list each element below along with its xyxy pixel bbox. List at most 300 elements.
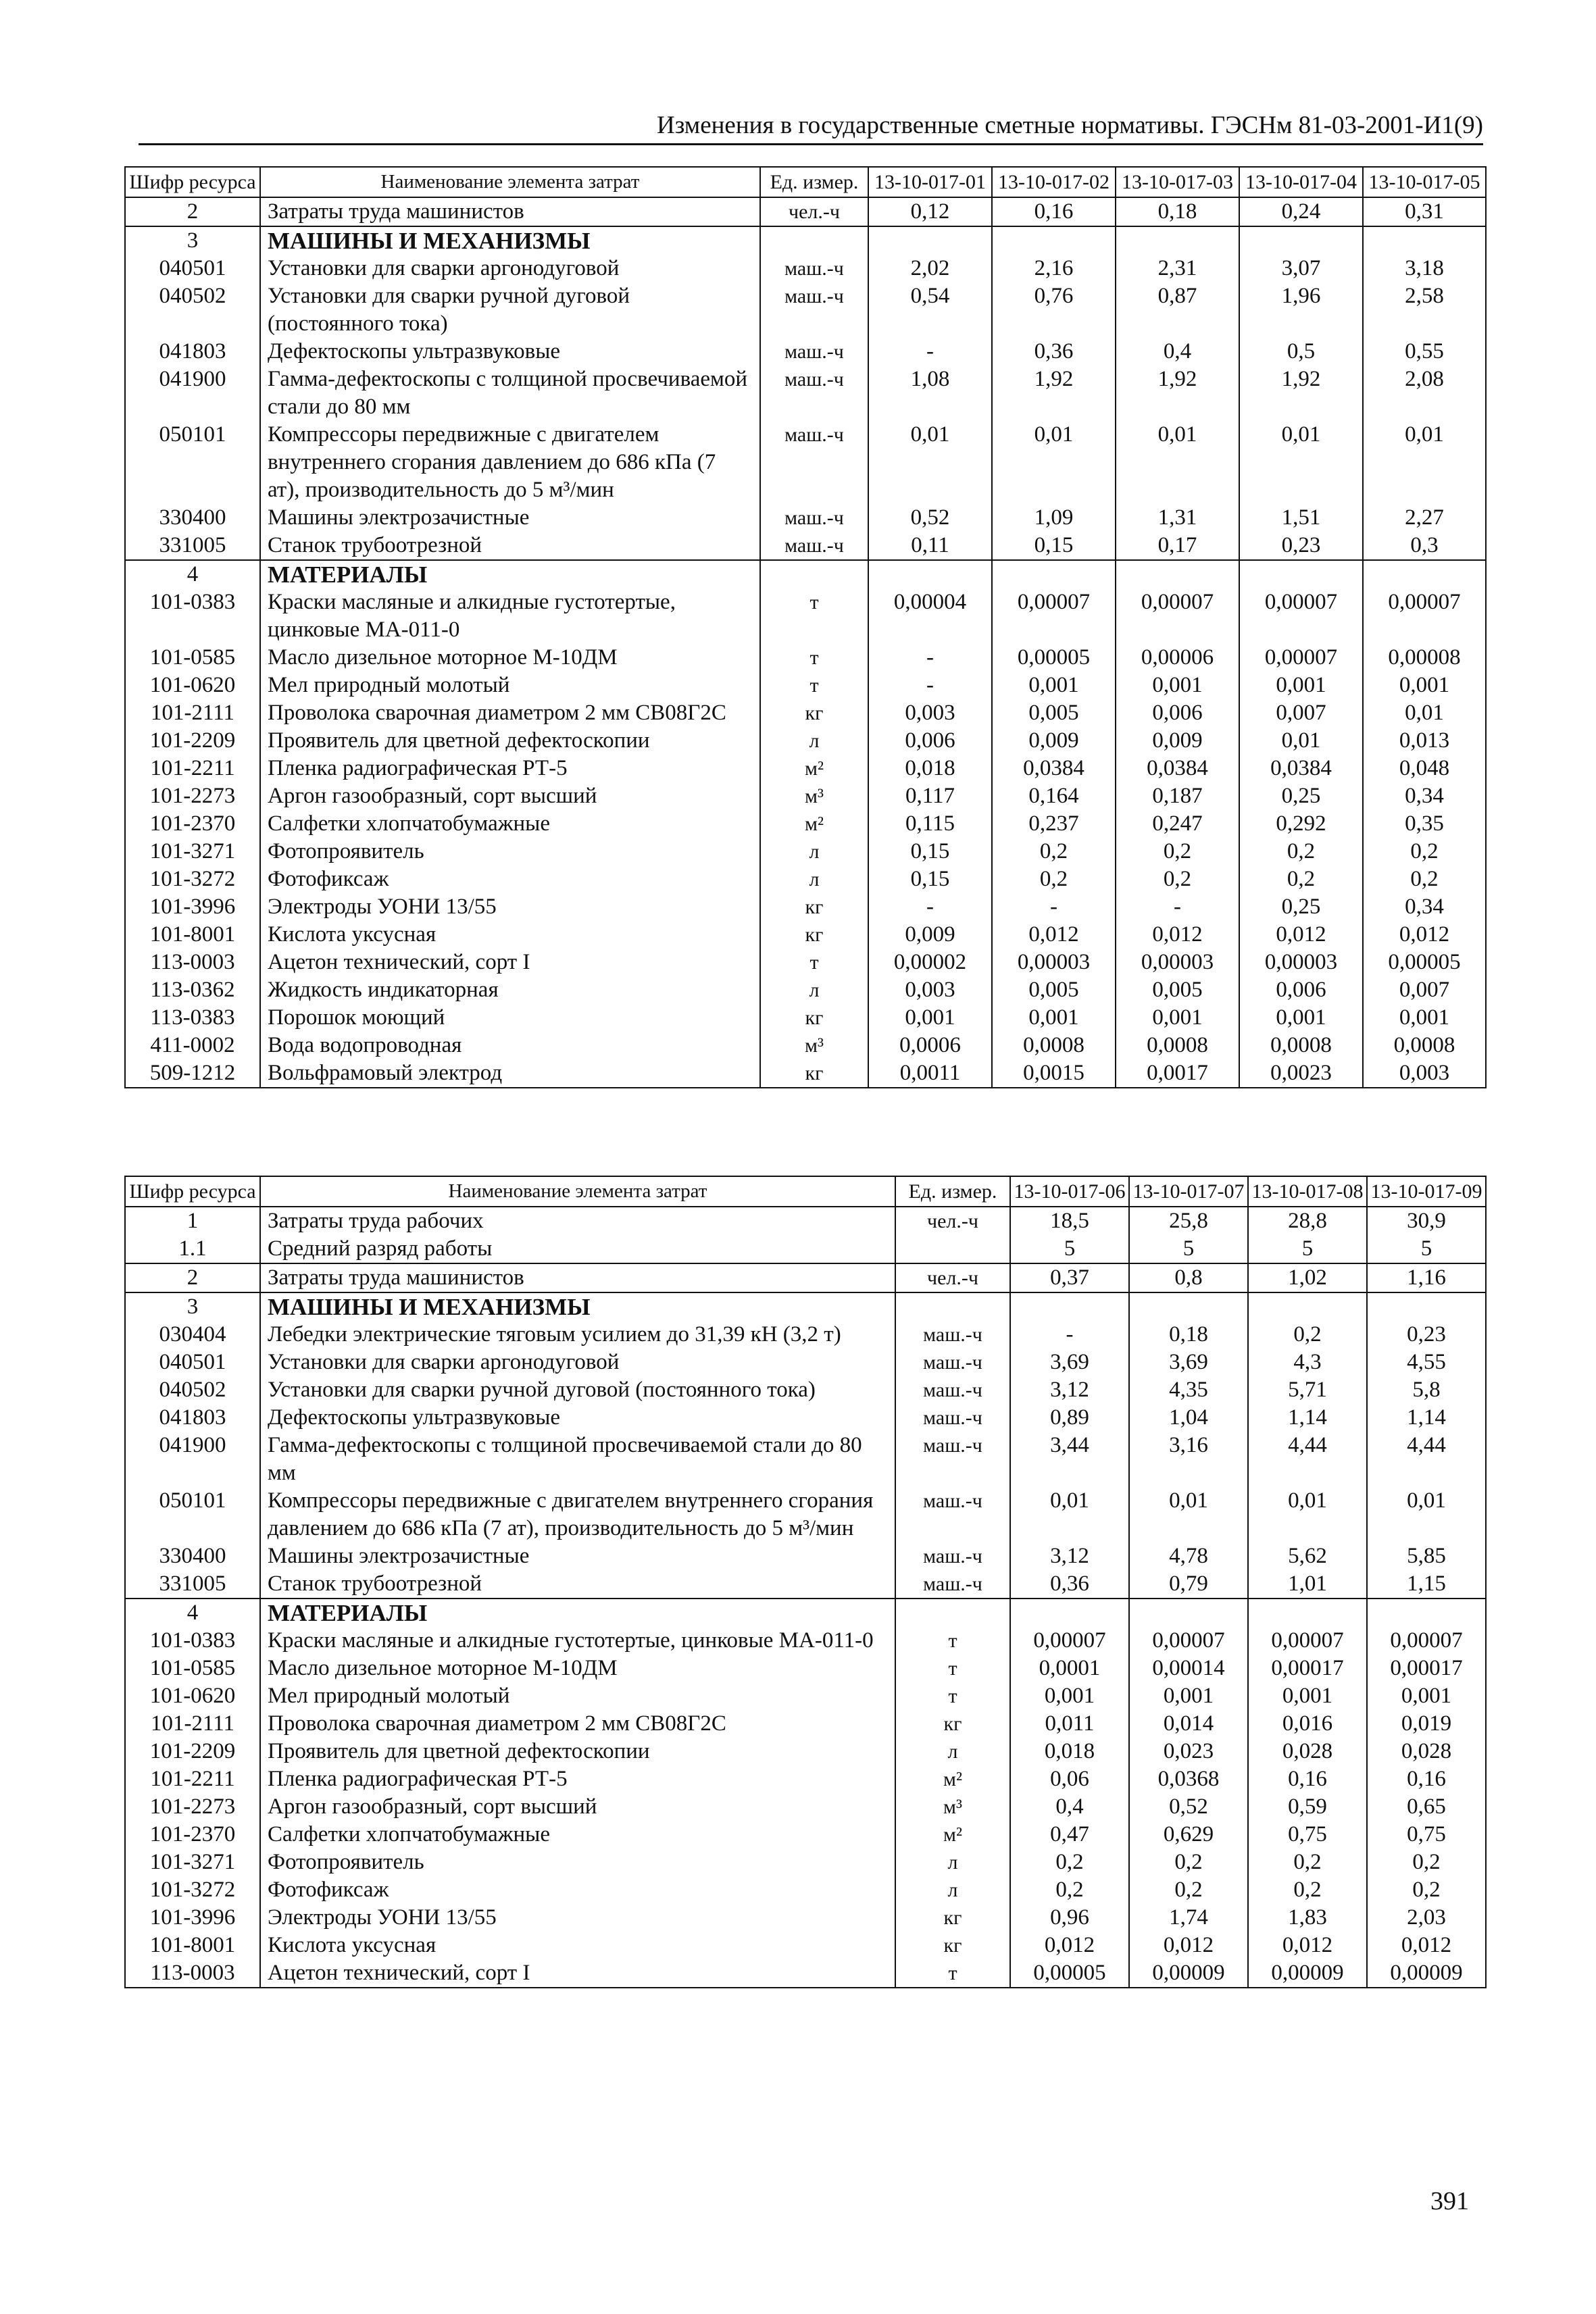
resource-value: 0,65 bbox=[1367, 1793, 1486, 1821]
resource-name: Порошок моющий bbox=[260, 1004, 760, 1032]
resource-code: 331005 bbox=[125, 1570, 260, 1599]
resource-value: - bbox=[868, 644, 992, 672]
table-row bbox=[125, 1032, 1486, 1059]
resource-code: 113-0003 bbox=[125, 1959, 260, 1988]
resource-value: 0,00008 bbox=[1363, 644, 1486, 672]
resource-name: Краски масляные и алкидные густотертые, цинковые МА-011-0 bbox=[260, 1627, 895, 1655]
resource-value: 3,18 bbox=[1363, 255, 1486, 282]
resource-value: 0,2 bbox=[1248, 1848, 1367, 1876]
resource-value: 0,15 bbox=[868, 838, 992, 865]
table-row bbox=[125, 1542, 1486, 1570]
resource-value bbox=[1010, 1599, 1129, 1627]
resource-value: 1,92 bbox=[992, 366, 1116, 421]
resource-value: 0,009 bbox=[1116, 727, 1239, 755]
resource-unit: кг bbox=[895, 1710, 1010, 1738]
table-row bbox=[125, 1263, 1486, 1292]
table-row bbox=[125, 1904, 1486, 1932]
resource-name: Аргон газообразный, сорт высший bbox=[260, 1793, 895, 1821]
resource-value: 0,012 bbox=[992, 921, 1116, 949]
table-row bbox=[125, 865, 1486, 893]
resource-name: Компрессоры передвижные с двигателем внутреннего сгорания давлением до 686 кПа (7 ат), производительность до 5 м³/мин bbox=[260, 1487, 895, 1542]
resource-value: 0,15 bbox=[868, 865, 992, 893]
resource-value: 2,31 bbox=[1116, 255, 1239, 282]
resource-value: 0,11 bbox=[868, 532, 992, 560]
resource-unit: кг bbox=[760, 1059, 868, 1088]
resource-value: 0,2 bbox=[1129, 1848, 1248, 1876]
resource-value: 3,69 bbox=[1129, 1349, 1248, 1376]
resource-code: 040502 bbox=[125, 282, 260, 338]
resource-value: 3,44 bbox=[1010, 1432, 1129, 1487]
resource-value: 4,3 bbox=[1248, 1349, 1367, 1376]
resource-name: Кислота уксусная bbox=[260, 1932, 895, 1959]
table-row bbox=[125, 810, 1486, 838]
resource-value: 0,0006 bbox=[868, 1032, 992, 1059]
resource-name: Проявитель для цветной дефектоскопии bbox=[260, 1738, 895, 1765]
table-row bbox=[125, 1793, 1486, 1821]
resource-value: 0,2 bbox=[992, 838, 1116, 865]
resource-value: 0,34 bbox=[1363, 782, 1486, 810]
resource-value: 0,019 bbox=[1367, 1710, 1486, 1738]
resource-value bbox=[1248, 1292, 1367, 1321]
resource-name: Пленка радиографическая РТ-5 bbox=[260, 755, 760, 782]
resource-value: 0,96 bbox=[1010, 1904, 1129, 1932]
resource-value: 0,001 bbox=[992, 1004, 1116, 1032]
resource-value: 0,0008 bbox=[992, 1032, 1116, 1059]
table-row bbox=[125, 560, 1486, 588]
resource-value: 1,15 bbox=[1367, 1570, 1486, 1599]
resource-value: 0,01 bbox=[1239, 421, 1363, 504]
resource-unit: маш.-ч bbox=[895, 1321, 1010, 1349]
resource-code: 101-0620 bbox=[125, 1682, 260, 1710]
resource-value bbox=[992, 226, 1116, 255]
resource-value bbox=[1248, 1599, 1367, 1627]
resource-value: 0,115 bbox=[868, 810, 992, 838]
resource-name: Ацетон технический, сорт I bbox=[260, 1959, 895, 1988]
resource-name: Затраты труда машинистов bbox=[260, 197, 760, 226]
resource-table-1 bbox=[124, 166, 1487, 1088]
table-row bbox=[125, 504, 1486, 532]
resource-name: Затраты труда рабочих bbox=[260, 1207, 895, 1235]
resource-value: 0,00017 bbox=[1248, 1655, 1367, 1682]
resource-value: 0,4 bbox=[1116, 338, 1239, 366]
resource-value: 0,0384 bbox=[992, 755, 1116, 782]
resource-name: МАТЕРИАЛЫ bbox=[260, 1599, 895, 1627]
resource-value: 0,0008 bbox=[1363, 1032, 1486, 1059]
table-row bbox=[125, 1821, 1486, 1848]
resource-code: 3 bbox=[125, 226, 260, 255]
resource-unit: маш.-ч bbox=[760, 504, 868, 532]
resource-value: 0,01 bbox=[1248, 1487, 1367, 1542]
resource-unit: маш.-ч bbox=[760, 282, 868, 338]
resource-name: Проволока сварочная диаметром 2 мм СВ08Г2С bbox=[260, 1710, 895, 1738]
resource-value: 0,2 bbox=[1116, 865, 1239, 893]
resource-value: - bbox=[868, 338, 992, 366]
resource-value: 0,005 bbox=[992, 976, 1116, 1004]
resource-value: 0,2 bbox=[1248, 1321, 1367, 1349]
resource-value: 0,00009 bbox=[1248, 1959, 1367, 1988]
resource-value: 0,003 bbox=[868, 976, 992, 1004]
resource-value bbox=[1363, 560, 1486, 588]
table-row bbox=[125, 1848, 1486, 1876]
resource-value: 0,35 bbox=[1363, 810, 1486, 838]
resource-value: 2,03 bbox=[1367, 1904, 1486, 1932]
resource-value: 1,08 bbox=[868, 366, 992, 421]
resource-name: Установки для сварки аргонодуговой bbox=[260, 255, 760, 282]
resource-unit: кг bbox=[760, 921, 868, 949]
resource-code: 330400 bbox=[125, 1542, 260, 1570]
resource-value: 0,0017 bbox=[1116, 1059, 1239, 1088]
resource-value: 1,51 bbox=[1239, 504, 1363, 532]
resource-table-2 bbox=[124, 1176, 1487, 1988]
resource-value: 0,006 bbox=[868, 727, 992, 755]
resource-code: 101-0585 bbox=[125, 644, 260, 672]
resource-name: Масло дизельное моторное М-10ДМ bbox=[260, 1655, 895, 1682]
resource-value: 0,007 bbox=[1363, 976, 1486, 1004]
table-row bbox=[125, 1487, 1486, 1542]
header-unit: Ед. измер. bbox=[895, 1176, 1010, 1207]
resource-value: 0,007 bbox=[1239, 699, 1363, 727]
resource-code: 101-8001 bbox=[125, 1932, 260, 1959]
header-col-017-03: 13-10-017-03 bbox=[1116, 167, 1239, 197]
table-row bbox=[125, 1404, 1486, 1432]
resource-value: 2,08 bbox=[1363, 366, 1486, 421]
resource-name: Проволока сварочная диаметром 2 мм СВ08Г2С bbox=[260, 699, 760, 727]
resource-value: 0,00006 bbox=[1116, 644, 1239, 672]
resource-value: 0,00007 bbox=[1239, 588, 1363, 644]
resource-code: 4 bbox=[125, 1599, 260, 1627]
resource-value: 0,2 bbox=[1363, 865, 1486, 893]
header-unit: Ед. измер. bbox=[760, 167, 868, 197]
resource-value: 5 bbox=[1129, 1235, 1248, 1263]
resource-code: 101-2370 bbox=[125, 1821, 260, 1848]
resource-value: 0,00004 bbox=[868, 588, 992, 644]
resource-value: 0,36 bbox=[992, 338, 1116, 366]
resource-value: 0,011 bbox=[1010, 1710, 1129, 1738]
resource-value: 0,2 bbox=[1363, 838, 1486, 865]
resource-name: Салфетки хлопчатобумажные bbox=[260, 810, 760, 838]
header-col-017-06: 13-10-017-06 bbox=[1010, 1176, 1129, 1207]
resource-value: 1,74 bbox=[1129, 1904, 1248, 1932]
resource-value: 0,003 bbox=[868, 699, 992, 727]
resource-unit: кг bbox=[895, 1932, 1010, 1959]
resource-value: 0,0001 bbox=[1010, 1655, 1129, 1682]
resource-value: 0,55 bbox=[1363, 338, 1486, 366]
resource-value: 0,012 bbox=[1363, 921, 1486, 949]
table-row bbox=[125, 532, 1486, 560]
resource-value: 1,01 bbox=[1248, 1570, 1367, 1599]
resource-unit: маш.-ч bbox=[760, 421, 868, 504]
header-name: Наименование элемента затрат bbox=[260, 167, 760, 197]
resource-code: 101-0620 bbox=[125, 672, 260, 699]
resource-unit: чел.-ч bbox=[895, 1207, 1010, 1235]
resource-value: 0,00003 bbox=[1116, 949, 1239, 976]
table-1-header-row bbox=[125, 167, 1486, 197]
resource-name: Установки для сварки аргонодуговой bbox=[260, 1349, 895, 1376]
resource-value: 4,78 bbox=[1129, 1542, 1248, 1570]
resource-unit: чел.-ч bbox=[760, 197, 868, 226]
resource-value: 0,5 bbox=[1239, 338, 1363, 366]
resource-value: 0,89 bbox=[1010, 1404, 1129, 1432]
resource-value: 1,92 bbox=[1116, 366, 1239, 421]
resource-unit: чел.-ч bbox=[895, 1263, 1010, 1292]
resource-value: - bbox=[992, 893, 1116, 921]
resource-value: 0,18 bbox=[1116, 197, 1239, 226]
resource-value: 28,8 bbox=[1248, 1207, 1367, 1235]
header-title: Изменения в государственные сметные нормативы. ГЭСНм 81-03-2001-И1(9) bbox=[656, 111, 1483, 139]
resource-value: 0,01 bbox=[1239, 727, 1363, 755]
resource-value: - bbox=[1116, 893, 1239, 921]
resource-name: Салфетки хлопчатобумажные bbox=[260, 1821, 895, 1848]
resource-value: 0,187 bbox=[1116, 782, 1239, 810]
resource-value: 0,52 bbox=[1129, 1793, 1248, 1821]
resource-value: 1,02 bbox=[1248, 1263, 1367, 1292]
resource-value: 0,023 bbox=[1129, 1738, 1248, 1765]
resource-value: 0,0008 bbox=[1239, 1032, 1363, 1059]
page-number: 391 bbox=[1430, 2187, 1469, 2215]
resource-unit: маш.-ч bbox=[895, 1376, 1010, 1404]
resource-code: 101-0383 bbox=[125, 1627, 260, 1655]
resource-value: 30,9 bbox=[1367, 1207, 1486, 1235]
resource-name: МАТЕРИАЛЫ bbox=[260, 560, 760, 588]
resource-name: МАШИНЫ И МЕХАНИЗМЫ bbox=[260, 1292, 895, 1321]
resource-value: 0,001 bbox=[1116, 1004, 1239, 1032]
resource-unit: маш.-ч bbox=[895, 1349, 1010, 1376]
resource-value: 0,2 bbox=[1367, 1876, 1486, 1904]
resource-unit: маш.-ч bbox=[895, 1570, 1010, 1599]
header-col-017-08: 13-10-017-08 bbox=[1248, 1176, 1367, 1207]
resource-value: 0,048 bbox=[1363, 755, 1486, 782]
resource-value: 0,012 bbox=[1248, 1932, 1367, 1959]
resource-value: 0,00007 bbox=[1367, 1627, 1486, 1655]
resource-code: 041803 bbox=[125, 1404, 260, 1432]
resource-unit: т bbox=[760, 588, 868, 644]
resource-value bbox=[1116, 560, 1239, 588]
resource-code: 101-2209 bbox=[125, 1738, 260, 1765]
resource-value bbox=[992, 560, 1116, 588]
resource-code: 411-0002 bbox=[125, 1032, 260, 1059]
resource-value: 5 bbox=[1010, 1235, 1129, 1263]
table-row bbox=[125, 1207, 1486, 1235]
resource-value: 0,00009 bbox=[1129, 1959, 1248, 1988]
resource-value: 2,02 bbox=[868, 255, 992, 282]
resource-value: 0,028 bbox=[1248, 1738, 1367, 1765]
resource-unit bbox=[760, 226, 868, 255]
resource-value: 0,16 bbox=[1248, 1765, 1367, 1793]
header-col-017-01: 13-10-017-01 bbox=[868, 167, 992, 197]
resource-value: 0,003 bbox=[1363, 1059, 1486, 1088]
resource-name: Затраты труда машинистов bbox=[260, 1263, 895, 1292]
resource-name: МАШИНЫ И МЕХАНИЗМЫ bbox=[260, 226, 760, 255]
resource-code: 101-2209 bbox=[125, 727, 260, 755]
resource-value: 0,005 bbox=[992, 699, 1116, 727]
resource-name: Вода водопроводная bbox=[260, 1032, 760, 1059]
resource-value: 0,006 bbox=[1239, 976, 1363, 1004]
resource-code: 040502 bbox=[125, 1376, 260, 1404]
table-row bbox=[125, 1321, 1486, 1349]
resource-value: 0,8 bbox=[1129, 1263, 1248, 1292]
resource-value: - bbox=[868, 672, 992, 699]
resource-value: 0,2 bbox=[992, 865, 1116, 893]
resource-code: 041803 bbox=[125, 338, 260, 366]
resource-code: 030404 bbox=[125, 1321, 260, 1349]
resource-value bbox=[868, 226, 992, 255]
resource-name: Дефектоскопы ультразвуковые bbox=[260, 1404, 895, 1432]
resource-value: 1,31 bbox=[1116, 504, 1239, 532]
resource-value bbox=[1367, 1599, 1486, 1627]
resource-code: 2 bbox=[125, 197, 260, 226]
resource-value: 0,247 bbox=[1116, 810, 1239, 838]
resource-unit: т bbox=[895, 1682, 1010, 1710]
resource-value: 5 bbox=[1367, 1235, 1486, 1263]
resource-value: 0,00009 bbox=[1367, 1959, 1486, 1988]
resource-value: 0,79 bbox=[1129, 1570, 1248, 1599]
resource-value: 1,14 bbox=[1367, 1404, 1486, 1432]
resource-value: 5,8 bbox=[1367, 1376, 1486, 1404]
resource-value: 0,009 bbox=[868, 921, 992, 949]
resource-value: 0,00003 bbox=[1239, 949, 1363, 976]
resource-unit: л bbox=[895, 1848, 1010, 1876]
resource-name: Фотофиксаж bbox=[260, 1876, 895, 1904]
resource-value: 0,00005 bbox=[992, 644, 1116, 672]
resource-value: 18,5 bbox=[1010, 1207, 1129, 1235]
resource-value: 2,16 bbox=[992, 255, 1116, 282]
resource-code: 4 bbox=[125, 560, 260, 588]
resource-value: 0,01 bbox=[1129, 1487, 1248, 1542]
resource-code: 101-2211 bbox=[125, 755, 260, 782]
resource-value: 0,00007 bbox=[1010, 1627, 1129, 1655]
resource-unit: т bbox=[895, 1655, 1010, 1682]
resource-value: 0,001 bbox=[1363, 672, 1486, 699]
resource-value: 0,31 bbox=[1363, 197, 1486, 226]
table-row bbox=[125, 366, 1486, 421]
resource-unit: маш.-ч bbox=[895, 1404, 1010, 1432]
resource-unit bbox=[760, 560, 868, 588]
resource-code: 330400 bbox=[125, 504, 260, 532]
resource-value: 0,34 bbox=[1363, 893, 1486, 921]
table-row bbox=[125, 1432, 1486, 1487]
resource-value: 4,35 bbox=[1129, 1376, 1248, 1404]
resource-code: 101-3996 bbox=[125, 893, 260, 921]
resource-unit: м² bbox=[760, 755, 868, 782]
resource-name: Фотопроявитель bbox=[260, 838, 760, 865]
table-row bbox=[125, 197, 1486, 226]
resource-value: - bbox=[1010, 1321, 1129, 1349]
resource-unit: л bbox=[895, 1876, 1010, 1904]
resource-value: 0,37 bbox=[1010, 1263, 1129, 1292]
resource-name: Машины электрозачистные bbox=[260, 1542, 895, 1570]
resource-value: 0,0015 bbox=[992, 1059, 1116, 1088]
resource-value: 2,58 bbox=[1363, 282, 1486, 338]
page-header bbox=[139, 108, 1483, 145]
resource-name: Жидкость индикаторная bbox=[260, 976, 760, 1004]
resource-value: 0,52 bbox=[868, 504, 992, 532]
resource-value: 0,01 bbox=[992, 421, 1116, 504]
resource-value: 0,237 bbox=[992, 810, 1116, 838]
resource-unit: м² bbox=[895, 1821, 1010, 1848]
resource-unit: л bbox=[760, 838, 868, 865]
resource-name: Ацетон технический, сорт I bbox=[260, 949, 760, 976]
resource-value: 0,75 bbox=[1248, 1821, 1367, 1848]
resource-value: 0,76 bbox=[992, 282, 1116, 338]
resource-value: 1,09 bbox=[992, 504, 1116, 532]
resource-value: - bbox=[868, 893, 992, 921]
resource-unit bbox=[895, 1292, 1010, 1321]
resource-value: 0,006 bbox=[1116, 699, 1239, 727]
resource-value: 0,014 bbox=[1129, 1710, 1248, 1738]
resource-value: 0,0368 bbox=[1129, 1765, 1248, 1793]
table-row bbox=[125, 893, 1486, 921]
resource-code: 101-2111 bbox=[125, 699, 260, 727]
resource-value: 0,01 bbox=[1363, 699, 1486, 727]
resource-value: 0,4 bbox=[1010, 1793, 1129, 1821]
resource-value: 0,00007 bbox=[992, 588, 1116, 644]
resource-value: 5 bbox=[1248, 1235, 1367, 1263]
table-row bbox=[125, 1235, 1486, 1263]
resource-value: 0,001 bbox=[1363, 1004, 1486, 1032]
table-row bbox=[125, 1570, 1486, 1599]
resource-value: 0,01 bbox=[868, 421, 992, 504]
table-row bbox=[125, 282, 1486, 338]
resource-value: 0,001 bbox=[1239, 672, 1363, 699]
resource-code: 101-0585 bbox=[125, 1655, 260, 1682]
header-col-017-05: 13-10-017-05 bbox=[1363, 167, 1486, 197]
resource-value: 0,18 bbox=[1129, 1321, 1248, 1349]
resource-value: 0,00007 bbox=[1363, 588, 1486, 644]
resource-unit: м³ bbox=[895, 1793, 1010, 1821]
resource-value: 0,018 bbox=[1010, 1738, 1129, 1765]
resource-value: 0,117 bbox=[868, 782, 992, 810]
resource-value: 0,00003 bbox=[992, 949, 1116, 976]
resource-code: 041900 bbox=[125, 1432, 260, 1487]
resource-name: Компрессоры передвижные с двигателем внутреннего сгорания давлением до 686 кПа (7 ат), производительность до 5 м³/мин bbox=[260, 421, 760, 504]
resource-value bbox=[1129, 1292, 1248, 1321]
table-row bbox=[125, 588, 1486, 644]
table-row bbox=[125, 782, 1486, 810]
resource-value: 0,629 bbox=[1129, 1821, 1248, 1848]
resource-unit: маш.-ч bbox=[895, 1487, 1010, 1542]
resource-unit: л bbox=[895, 1738, 1010, 1765]
header-name: Наименование элемента затрат bbox=[260, 1176, 895, 1207]
resource-unit: т bbox=[895, 1959, 1010, 1988]
resource-value bbox=[1239, 560, 1363, 588]
resource-unit: кг bbox=[760, 893, 868, 921]
resource-value: 0,0384 bbox=[1116, 755, 1239, 782]
table-row bbox=[125, 1349, 1486, 1376]
resource-code: 113-0003 bbox=[125, 949, 260, 976]
resource-value: 0,00005 bbox=[1363, 949, 1486, 976]
table-row bbox=[125, 255, 1486, 282]
table-row bbox=[125, 1710, 1486, 1738]
resource-name: Вольфрамовый электрод bbox=[260, 1059, 760, 1088]
table-row bbox=[125, 1932, 1486, 1959]
resource-name: Мел природный молотый bbox=[260, 1682, 895, 1710]
resource-value: 0,17 bbox=[1116, 532, 1239, 560]
resource-unit: т bbox=[760, 949, 868, 976]
resource-value: 0,012 bbox=[1239, 921, 1363, 949]
resource-value: 0,001 bbox=[1367, 1682, 1486, 1710]
resource-unit: л bbox=[760, 976, 868, 1004]
resource-value: 0,2 bbox=[1129, 1876, 1248, 1904]
resource-value: 0,001 bbox=[1010, 1682, 1129, 1710]
resource-value: 2,27 bbox=[1363, 504, 1486, 532]
table-row bbox=[125, 1765, 1486, 1793]
resource-code: 113-0383 bbox=[125, 1004, 260, 1032]
header-col-017-07: 13-10-017-07 bbox=[1129, 1176, 1248, 1207]
resource-value: 0,23 bbox=[1239, 532, 1363, 560]
resource-value: 0,013 bbox=[1363, 727, 1486, 755]
resource-value: 0,2 bbox=[1248, 1876, 1367, 1904]
resource-name: Кислота уксусная bbox=[260, 921, 760, 949]
